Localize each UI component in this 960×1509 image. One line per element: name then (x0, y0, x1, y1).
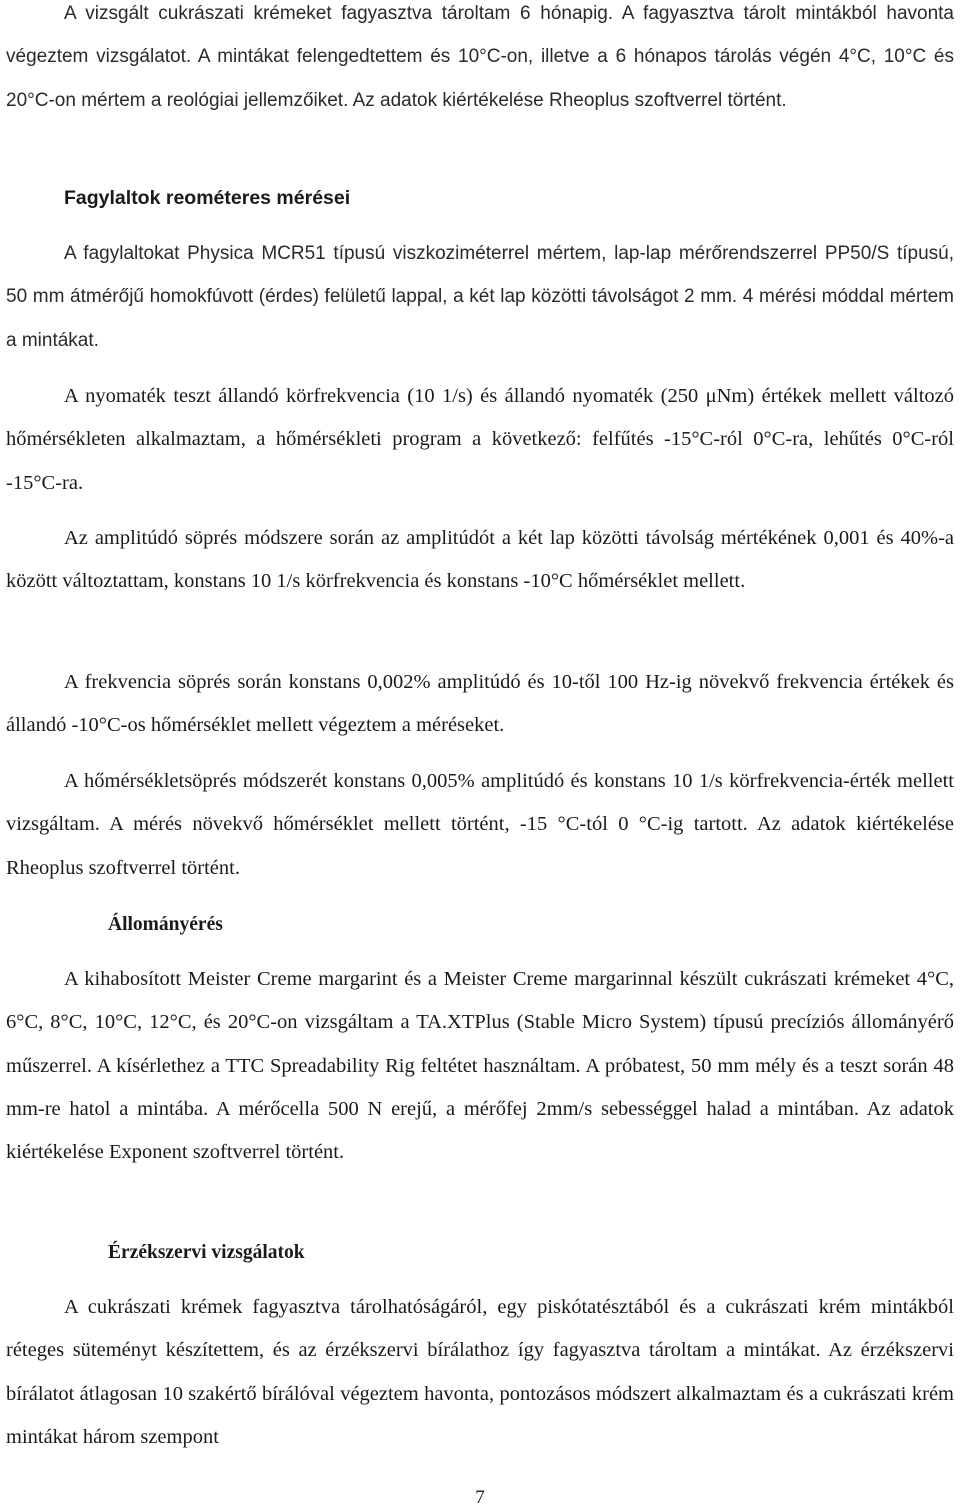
section-heading-sensory: Érzékszervi vizsgálatok (108, 1242, 305, 1263)
texture-paragraph-1: A kihabosított Meister Creme margarint és a Meister Creme margarinnal készült cukrászati krémeket 4°C, 6°C, 8°C, 10°C, 12°C, és 20°C-on vizsgáltam a TA.XTPlus (Stable Micro System) típusú precíziós állományérő műszerrel. A kísérlethez a TTC Spreadability Rig feltétet használtam. A próbatest, 50 mm mély és a teszt során 48 mm-re hatol a mintába. A mérőcella 500 N erejű, a mérőfej 2mm/s sebességgel halad a mintában. Az adatok kiértékelése Exponent szoftverrel történt. (6, 968, 954, 1164)
page-number: 7 (475, 1487, 485, 1508)
rheometer-paragraph-4: A frekvencia söprés során konstans 0,002% amplitúdó és 10-től 100 Hz-ig növekvő frekvencia értékek és állandó -10°C-os hőmérséklet mellett végeztem a méréseket. (6, 671, 954, 737)
rheometer-paragraph-3: Az amplitúdó söprés módszere során az amplitúdót a két lap közötti távolság mértékének 0,001 és 40%-a között változtattam, konstans 10 1/s körfrekvencia és konstans -10°C hőmérséklet mellett. (6, 527, 954, 593)
section-heading-rheometer: Fagylaltok reométeres mérései (64, 187, 351, 209)
rheometer-paragraph-5: A hőmérsékletsöprés módszerét konstans 0,005% amplitúdó és konstans 10 1/s körfrekvencia-érték mellett vizsgáltam. A mérés növekvő hőmérséklet mellett történt, -15 °C-tól 0 °C-ig tartott. Az adatok kiértékelése Rheoplus szoftverrel történt. (6, 770, 954, 879)
rheometer-paragraph-2: A nyomaték teszt állandó körfrekvencia (10 1/s) és állandó nyomaték (250 μNm) értékek mellett változó hőmérsékleten alkalmaztam, a hőmérsékleti program a következő: felfűtés -15°C-ról 0°C-ra, lehűtés 0°C-ról -15°C-ra. (6, 385, 954, 494)
rheometer-paragraph-1: A fagylaltokat Physica MCR51 típusú viszkoziméterrel mértem, lap-lap mérőrendszerrel PP50/S típusú, 50 mm átmérőjű homokfúvott (érdes) felületű lappal, a két lap közötti távolságot 2 mm. 4 mérési móddal mértem a mintákat. (6, 243, 954, 351)
intro-paragraph: A vizsgált cukrászati krémeket fagyasztva tároltam 6 hónapig. A fagyasztva tárolt mintákból havonta végeztem vizsgálatot. A mintákat felengedtettem és 10°C-on, illetve a 6 hónapos tárolás végén 4°C, 10°C és 20°C-on mértem a reológiai jellemzőiket. Az adatok kiértékelése Rheoplus szoftverrel történt. (6, 3, 954, 111)
section-heading-texture: Állományérés (108, 914, 223, 935)
sensory-paragraph-1: A cukrászati krémek fagyasztva tárolhatóságáról, egy piskótatésztából és a cukrászati krém mintákból réteges süteményt készítettem, és az érzékszervi bírálathoz így fagyasztva tároltam a mintákat. Az érzékszervi bírálatot átlagosan 10 szakértő bírálóval végeztem havonta, pontozásos módszert alkalmaztam és a cukrászati krém mintákat három szempont (6, 1296, 954, 1448)
